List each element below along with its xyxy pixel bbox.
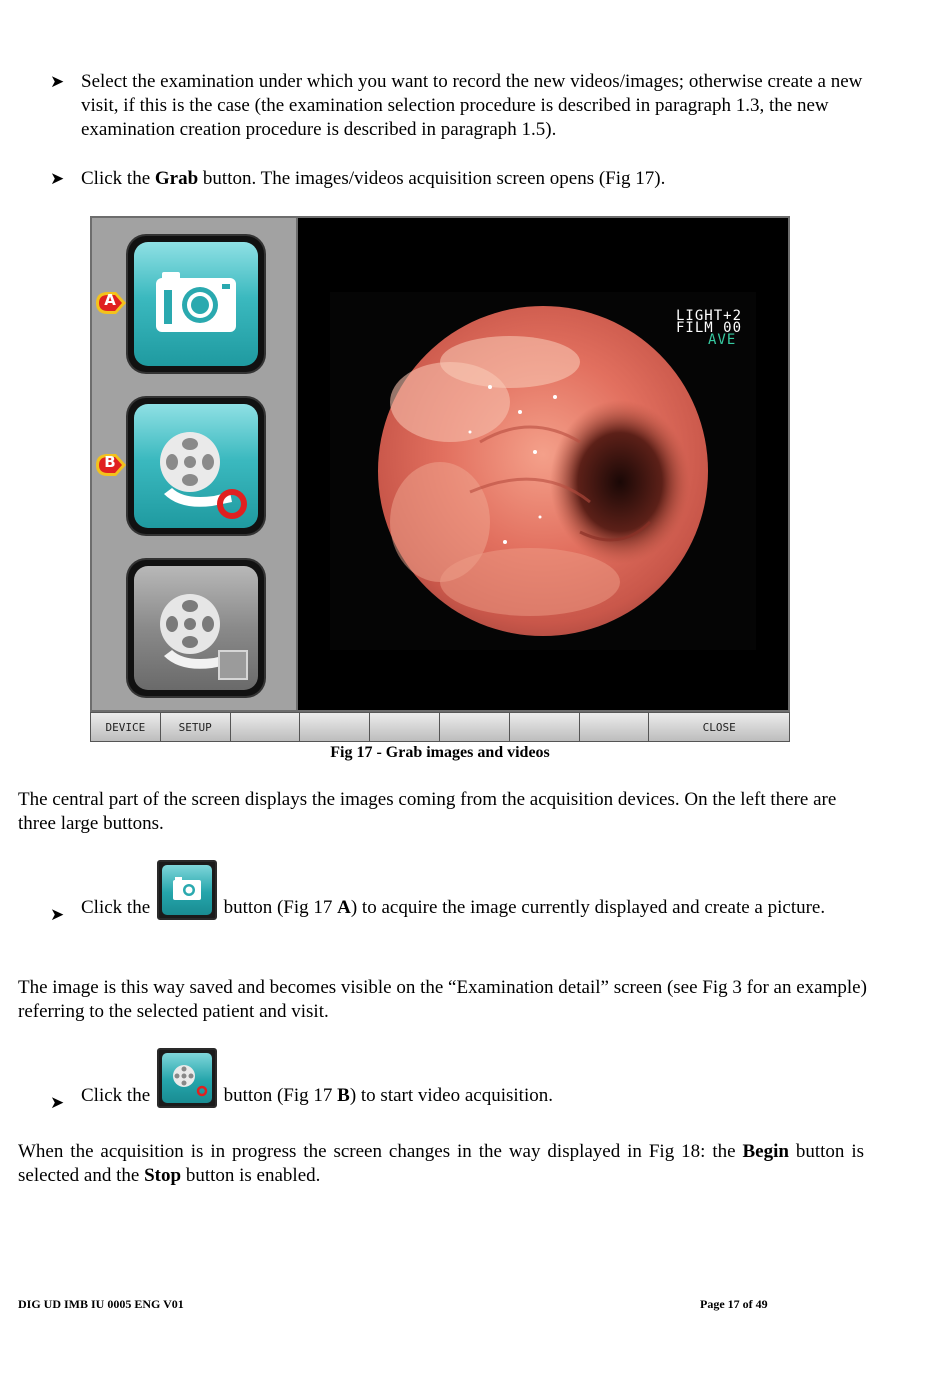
marker-a-label: A [104, 291, 116, 309]
paragraph-central-part: The central part of the screen displays the images coming from the acquisition devices. On the left there are three large buttons. [18, 789, 837, 834]
footer-doc-id: DIG UD IMB IU 0005 ENG V01 [18, 1297, 184, 1311]
camera-icon [162, 865, 212, 915]
text-segment: ) to start video acquisition. [349, 1085, 553, 1106]
arrow-bullet-icon: ➤ [50, 905, 65, 924]
photo-button[interactable] [128, 236, 264, 372]
button-panel [90, 216, 298, 712]
endoscope-frame [330, 292, 756, 650]
video-stop-button[interactable] [128, 560, 264, 696]
osd-line-1: LIGHT+2 [676, 308, 743, 324]
inline-photo-button-image [157, 860, 217, 920]
footer-page-number: Page 17 of 49 [700, 1297, 768, 1311]
grab-keyword: Grab [154, 168, 199, 189]
marker-b-label: B [104, 453, 116, 471]
text-segment: Click the [81, 168, 155, 189]
osd-line-2: FILM 00 [676, 320, 743, 336]
empty-toolbar-button[interactable] [300, 713, 370, 741]
bottom-toolbar [90, 712, 790, 742]
empty-toolbar-button[interactable] [580, 713, 650, 741]
text-segment: button (Fig 17 [218, 897, 338, 918]
fig-ref-letter: B [337, 1085, 350, 1106]
osd-line-3: AVE [708, 332, 737, 348]
text-segment: button is selected and the [18, 1141, 864, 1186]
figure-caption: Fig 17 - Grab images and videos [330, 744, 550, 761]
text-segment: ) to acquire the image currently displayed and create a picture. [350, 897, 826, 918]
record-icon [216, 488, 248, 520]
paragraph-image-saved: The image is this way saved and becomes visible on the “Examination detail” screen (see Fig 3 for an example) referring to the selected patient and visit. [18, 977, 867, 1022]
stop-square-icon [218, 650, 248, 680]
device-button[interactable]: DEVICE [91, 713, 161, 741]
stop-keyword: Stop [144, 1165, 182, 1186]
bullet-click-grab [50, 167, 890, 191]
fig-ref-letter: A [337, 897, 351, 918]
empty-toolbar-button[interactable] [440, 713, 510, 741]
arrow-bullet-icon: ➤ [50, 72, 65, 91]
arrow-bullet-icon: ➤ [50, 1093, 65, 1112]
empty-toolbar-button[interactable] [370, 713, 440, 741]
empty-toolbar-button[interactable] [510, 713, 580, 741]
empty-toolbar-button[interactable] [231, 713, 301, 741]
camera-icon [134, 242, 258, 366]
setup-button[interactable]: SETUP [161, 713, 231, 741]
paragraph-acquisition-progress [18, 1140, 864, 1188]
text-segment: button is enabled. [181, 1165, 321, 1186]
figure-grab-screen [90, 216, 790, 744]
begin-keyword: Begin [742, 1141, 789, 1162]
text-segment: Click the [81, 897, 155, 918]
bullet-select-examination [50, 70, 890, 142]
inline-video-button-image [157, 1048, 217, 1108]
film-reel-icon [162, 1053, 212, 1103]
endoscopy-image [330, 292, 756, 650]
text-segment: button. The images/videos acquisition screen opens (Fig 17). [198, 168, 666, 189]
video-begin-button[interactable] [128, 398, 264, 534]
text-segment: When the acquisition is in progress the screen changes in the way displayed in Fig 18: the [18, 1141, 743, 1162]
bullet-video-button [50, 1048, 890, 1112]
video-display-area [298, 216, 790, 712]
arrow-bullet-icon: ➤ [50, 169, 65, 188]
text-segment: Click the [81, 1085, 155, 1106]
close-button[interactable]: CLOSE [649, 713, 789, 741]
bullet-text: Select the examination under which you want to record the new videos/images; otherwise create a new visit, if this is the case (the examination selection procedure is described in paragraph 1.3, the new examination creation procedure is described in paragraph 1.5). [81, 71, 863, 140]
bullet-photo-button [50, 860, 890, 924]
text-segment: button (Fig 17 [218, 1085, 338, 1106]
